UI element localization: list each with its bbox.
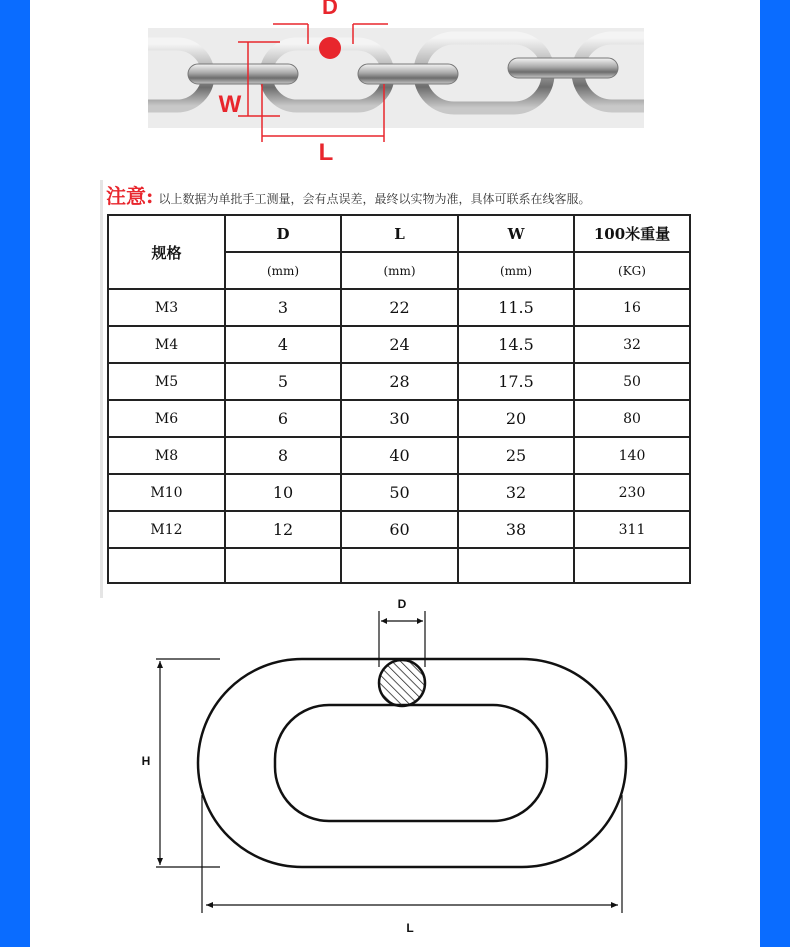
diagram-label-d: D: [397, 597, 407, 611]
cell-l: 22: [341, 289, 458, 326]
spec-table: [107, 214, 691, 584]
cell-l: 40: [341, 437, 458, 474]
diagram-label-l: L: [406, 921, 414, 935]
cell-d: 12: [225, 511, 341, 548]
cell-l: 30: [341, 400, 458, 437]
cell-w: 20: [458, 400, 574, 437]
cell-weight: 32: [574, 326, 690, 363]
header-d: D: [225, 215, 341, 252]
cell-w: 17.5: [458, 363, 574, 400]
cell-model: M3: [108, 289, 225, 326]
notice-heading: 注意:: [106, 184, 154, 208]
notice-text: 以上数据为单批手工测量，会有点误差，最终以实物为准，具体可联系在线客服。: [158, 192, 591, 206]
header-w: W: [458, 215, 574, 252]
cell-model: M8: [108, 437, 225, 474]
cell-l: 50: [341, 474, 458, 511]
cell-model: M10: [108, 474, 225, 511]
unit-l: (mm): [341, 252, 458, 289]
header-weight: 100米重量: [574, 215, 690, 252]
table-row: [108, 437, 690, 474]
unit-weight: (KG): [574, 252, 690, 289]
cell-w: 11.5: [458, 289, 574, 326]
cell-model: M5: [108, 363, 225, 400]
header-model: 规格: [108, 215, 225, 289]
cell-d: 6: [225, 400, 341, 437]
table-row: [108, 289, 690, 326]
cell-d: 4: [225, 326, 341, 363]
unit-d: (mm): [225, 252, 341, 289]
unit-w: (mm): [458, 252, 574, 289]
diagram-label-h: H: [141, 754, 151, 768]
photo-label-l: L: [318, 139, 334, 162]
cell-l: 28: [341, 363, 458, 400]
photo-label-w: W: [218, 91, 242, 118]
cell-model: M6: [108, 400, 225, 437]
cell-l: 24: [341, 326, 458, 363]
table-row: [108, 363, 690, 400]
table-row: [108, 474, 690, 511]
table-row: [108, 326, 690, 363]
cell-model: M4: [108, 326, 225, 363]
header-l: L: [341, 215, 458, 252]
scan-edge: [100, 180, 103, 598]
cell-weight: 50: [574, 363, 690, 400]
table-row: [108, 400, 690, 437]
cell-w: 25: [458, 437, 574, 474]
cell-weight: 80: [574, 400, 690, 437]
right-blue-border: [760, 0, 790, 947]
cell-weight: 230: [574, 474, 690, 511]
cell-weight: 140: [574, 437, 690, 474]
cell-weight: 311: [574, 511, 690, 548]
table-row: [108, 511, 690, 548]
table-row-empty: [108, 548, 690, 583]
cell-d: 5: [225, 363, 341, 400]
photo-label-d: D: [322, 0, 338, 19]
cell-d: 10: [225, 474, 341, 511]
cell-w: 32: [458, 474, 574, 511]
link-diagram: [130, 595, 650, 945]
cell-d: 3: [225, 289, 341, 326]
cell-model: M12: [108, 511, 225, 548]
left-blue-border: [0, 0, 30, 947]
chain-photo: [148, 0, 644, 162]
cell-w: 38: [458, 511, 574, 548]
notice: [106, 180, 706, 216]
cell-w: 14.5: [458, 326, 574, 363]
cell-l: 60: [341, 511, 458, 548]
cell-d: 8: [225, 437, 341, 474]
cell-weight: 16: [574, 289, 690, 326]
